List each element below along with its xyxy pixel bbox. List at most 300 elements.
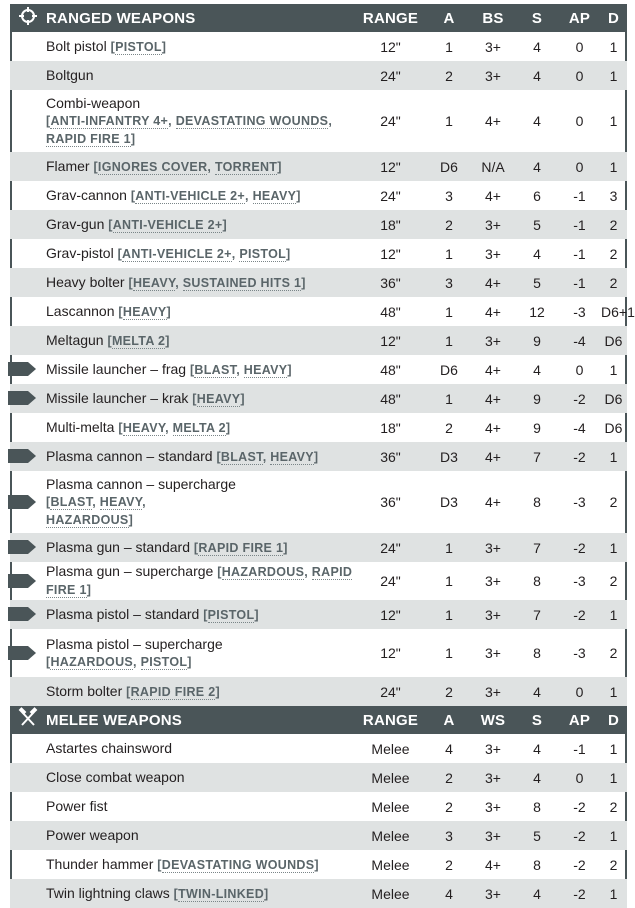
stat-s: 5 bbox=[515, 268, 559, 297]
weapon-name: Grav-pistol bbox=[46, 244, 114, 261]
weapon-name: Plasma pistol – standard bbox=[46, 605, 200, 622]
row-marker-cell bbox=[10, 533, 46, 562]
stat-ap: 0 bbox=[559, 677, 600, 706]
keyword[interactable]: HEAVY bbox=[132, 275, 176, 290]
stat-a: 3 bbox=[445, 187, 453, 204]
stat-s: 7 bbox=[515, 533, 559, 562]
stat-range: 36" bbox=[380, 494, 401, 510]
row-marker-cell bbox=[10, 629, 46, 677]
stat-a: 2 bbox=[427, 61, 471, 90]
stat-s: 8 bbox=[533, 645, 541, 661]
weapon-name-cell bbox=[46, 442, 354, 471]
weapon-row bbox=[10, 181, 627, 210]
row-marker-cell bbox=[10, 850, 46, 879]
keyword[interactable]: HEAVY bbox=[122, 420, 166, 435]
stat-a: 1 bbox=[427, 384, 471, 413]
keyword[interactable]: HEAVY bbox=[252, 188, 297, 203]
stat-s: 7 bbox=[515, 442, 559, 471]
stat-range: 48" bbox=[380, 361, 401, 378]
weapon-keywords: [HEAVY, MELTA 2] bbox=[118, 420, 231, 435]
stat-ap: -1 bbox=[573, 740, 586, 757]
arrow-marker-icon bbox=[8, 449, 36, 463]
weapon-name-cell bbox=[46, 821, 354, 850]
stat-range: 12" bbox=[354, 600, 427, 629]
stat-d: 1 bbox=[609, 361, 618, 378]
stat-skill: 3+ bbox=[485, 798, 501, 815]
ranged-column-header: RANGE bbox=[354, 4, 427, 32]
stat-s: 4 bbox=[533, 38, 541, 55]
stat-range: 36" bbox=[354, 268, 427, 297]
ranged-column-header: A bbox=[427, 4, 471, 32]
keyword[interactable]: RAPID FIRE 2 bbox=[130, 684, 216, 699]
keyword[interactable]: PISTOL bbox=[115, 39, 162, 54]
weapon-keywords: [ANTI-INFANTRY 4+, DEVASTATING WOUNDS, RAPID FIRE 1] bbox=[46, 113, 333, 146]
stat-skill: 3+ bbox=[471, 61, 515, 90]
keyword[interactable]: HEAVY bbox=[196, 391, 241, 406]
weapon-name-cell bbox=[46, 763, 354, 792]
stat-skill: 3+ bbox=[485, 38, 501, 55]
melee-header-icon-cell bbox=[10, 706, 46, 734]
stat-s: 6 bbox=[533, 187, 541, 204]
row-marker-cell bbox=[10, 61, 46, 90]
stat-range: 12" bbox=[380, 645, 401, 661]
melee-column-header: AP bbox=[559, 706, 600, 734]
weapon-keywords: [DEVASTATING WOUNDS] bbox=[157, 857, 319, 872]
ranged-column-header: BS bbox=[471, 4, 515, 32]
stat-s: 4 bbox=[515, 152, 559, 181]
stat-a: 1 bbox=[445, 645, 453, 661]
ranged-column-header: D bbox=[600, 4, 627, 32]
stat-d: 2 bbox=[600, 268, 627, 297]
weapon-name-cell bbox=[46, 413, 354, 442]
stat-ap: -3 bbox=[573, 645, 586, 661]
row-marker-cell bbox=[10, 90, 46, 152]
keyword[interactable]: ANTI-VEHICLE 2+ bbox=[122, 246, 232, 261]
keyword[interactable]: BLAST bbox=[220, 449, 263, 464]
stat-d: D6 bbox=[600, 326, 627, 355]
stat-skill: 4+ bbox=[485, 113, 501, 129]
stat-d: D6 bbox=[604, 419, 623, 436]
stat-a: 1 bbox=[445, 245, 453, 262]
stat-d: 2 bbox=[609, 245, 618, 262]
weapon-row bbox=[10, 355, 627, 384]
stat-d: 2 bbox=[609, 494, 618, 510]
weapon-row bbox=[10, 879, 627, 908]
row-marker-cell bbox=[10, 268, 46, 297]
weapon-row bbox=[10, 792, 627, 821]
stat-s: 4 bbox=[515, 763, 559, 792]
stat-a: D6 bbox=[440, 361, 458, 378]
weapon-name: Combi-weapon bbox=[46, 94, 141, 111]
weapon-keywords: [PISTOL] bbox=[203, 607, 259, 622]
weapon-name: Close combat weapon bbox=[46, 769, 185, 785]
stat-a: 2 bbox=[445, 856, 453, 873]
keyword[interactable]: ANTI-VEHICLE 2+ bbox=[112, 217, 223, 232]
stat-s: 5 bbox=[515, 821, 559, 850]
stat-ap: -2 bbox=[573, 798, 586, 815]
stat-a: 1 bbox=[427, 326, 471, 355]
weapon-name-cell bbox=[46, 533, 354, 562]
stat-skill: 3+ bbox=[485, 740, 501, 757]
stat-range: 18" bbox=[354, 210, 427, 239]
weapon-row bbox=[10, 210, 627, 239]
stat-a: 2 bbox=[427, 210, 471, 239]
stat-d: 1 bbox=[600, 442, 627, 471]
weapon-name: Grav-gun bbox=[46, 215, 105, 232]
keyword[interactable]: MELTA 2 bbox=[172, 420, 226, 435]
stat-skill: 4+ bbox=[485, 494, 501, 510]
stat-skill: 3+ bbox=[471, 763, 515, 792]
keyword[interactable]: HEAVY bbox=[270, 449, 314, 464]
weapon-keywords: [HEAVY] bbox=[192, 391, 245, 406]
weapons-table bbox=[10, 4, 635, 908]
keyword[interactable]: HEAVY bbox=[99, 494, 143, 509]
stat-s: 8 bbox=[533, 798, 541, 815]
weapon-name-cell bbox=[46, 355, 354, 384]
ranged-section-title: RANGED WEAPONS bbox=[46, 4, 354, 32]
crosshair-icon bbox=[18, 6, 38, 26]
row-marker-cell bbox=[10, 763, 46, 792]
stat-a: 1 bbox=[427, 533, 471, 562]
weapon-name-cell bbox=[46, 734, 354, 763]
stat-s: 9 bbox=[515, 384, 559, 413]
stat-skill: 3+ bbox=[471, 326, 515, 355]
weapon-name-cell bbox=[46, 562, 354, 600]
weapon-name-cell bbox=[46, 152, 354, 181]
stat-ap: -1 bbox=[559, 268, 600, 297]
weapon-name-cell bbox=[46, 384, 354, 413]
keyword[interactable]: RAPID FIRE 1 bbox=[198, 540, 284, 555]
weapon-keywords: [HAZARDOUS, RAPID FIRE 1] bbox=[46, 565, 353, 597]
arrow-marker-icon bbox=[8, 607, 36, 621]
weapon-row bbox=[10, 413, 627, 442]
weapon-name-cell bbox=[46, 61, 354, 90]
keyword[interactable]: PISTOL bbox=[207, 607, 255, 622]
weapon-keywords: [ANTI-VEHICLE 2+, PISTOL] bbox=[117, 246, 291, 261]
stat-ap: -1 bbox=[573, 245, 586, 262]
row-marker-cell bbox=[10, 677, 46, 706]
ranged-header-icon-cell bbox=[10, 4, 46, 32]
stat-skill: N/A bbox=[471, 152, 515, 181]
row-marker-cell bbox=[10, 413, 46, 442]
melee-header-row bbox=[10, 706, 627, 734]
melee-column-header: RANGE bbox=[354, 706, 427, 734]
row-marker-cell bbox=[10, 239, 46, 268]
weapon-name: Plasma cannon – standard bbox=[46, 447, 213, 464]
weapon-row bbox=[10, 471, 627, 533]
keyword[interactable]: HEAVY bbox=[243, 362, 288, 377]
weapon-name: Plasma cannon – supercharge bbox=[46, 475, 236, 492]
arrow-marker-icon bbox=[8, 362, 36, 376]
weapon-name: Boltgun bbox=[46, 67, 94, 83]
stat-d: 1 bbox=[600, 152, 627, 181]
weapon-keywords: [MELTA 2] bbox=[107, 333, 170, 348]
stat-s: 7 bbox=[515, 600, 559, 629]
stat-d: D6+1 bbox=[601, 303, 635, 320]
keyword[interactable]: RAPID FIRE 1 bbox=[46, 131, 131, 146]
keyword[interactable]: IGNORES COVER bbox=[97, 159, 208, 174]
stat-s: 4 bbox=[515, 879, 559, 908]
stat-a: 3 bbox=[427, 821, 471, 850]
stat-ap: -2 bbox=[559, 533, 600, 562]
weapon-keywords: [ANTI-VEHICLE 2+, HEAVY] bbox=[130, 188, 301, 203]
stat-a: 1 bbox=[445, 38, 453, 55]
stat-skill: 3+ bbox=[471, 533, 515, 562]
stat-a: 2 bbox=[427, 763, 471, 792]
weapon-name-cell bbox=[46, 239, 354, 268]
stat-skill: 4+ bbox=[485, 187, 501, 204]
weapon-name: Twin lightning claws bbox=[46, 884, 170, 901]
weapon-keywords: [HEAVY] bbox=[118, 304, 171, 319]
stat-a: 1 bbox=[445, 573, 453, 589]
weapon-row bbox=[10, 629, 627, 677]
weapon-name-cell bbox=[46, 629, 354, 677]
weapon-name-cell bbox=[46, 879, 354, 908]
weapon-name-cell bbox=[46, 210, 354, 239]
stat-range: 24" bbox=[354, 677, 427, 706]
stat-skill: 3+ bbox=[471, 600, 515, 629]
row-marker-cell bbox=[10, 821, 46, 850]
row-marker-cell bbox=[10, 442, 46, 471]
weapon-name-cell bbox=[46, 326, 354, 355]
weapon-name: Lascannon bbox=[46, 302, 115, 319]
weapons-table-body bbox=[10, 4, 635, 908]
stat-ap: -3 bbox=[573, 303, 586, 320]
weapon-row bbox=[10, 821, 627, 850]
stat-skill: 3+ bbox=[471, 821, 515, 850]
stat-range: Melee bbox=[371, 740, 410, 757]
weapon-row bbox=[10, 533, 627, 562]
weapon-name-cell bbox=[46, 677, 354, 706]
melee-column-header: S bbox=[515, 706, 559, 734]
weapon-keywords: [RAPID FIRE 1] bbox=[193, 540, 288, 555]
arrow-marker-icon bbox=[8, 391, 36, 405]
melee-column-header: WS bbox=[471, 706, 515, 734]
weapon-name: Plasma gun – supercharge bbox=[46, 563, 214, 579]
stat-a: 1 bbox=[445, 113, 453, 129]
stat-range: 36" bbox=[354, 442, 427, 471]
row-marker-cell bbox=[10, 879, 46, 908]
stat-range: 24" bbox=[354, 533, 427, 562]
stat-a: 4 bbox=[445, 740, 453, 757]
stat-range: 24" bbox=[380, 187, 401, 204]
stat-s: 4 bbox=[515, 61, 559, 90]
stat-s: 5 bbox=[515, 210, 559, 239]
weapon-name-cell bbox=[46, 268, 354, 297]
weapon-name-cell bbox=[46, 181, 354, 210]
row-marker-cell bbox=[10, 355, 46, 384]
row-marker-cell bbox=[10, 326, 46, 355]
stat-d: 2 bbox=[609, 798, 618, 815]
stat-d: 1 bbox=[600, 533, 627, 562]
stat-s: 9 bbox=[515, 326, 559, 355]
arrow-marker-icon bbox=[8, 574, 36, 588]
weapon-keywords: [HAZARDOUS, PISTOL] bbox=[46, 654, 192, 669]
weapon-name: Thunder hammer bbox=[46, 855, 154, 872]
stat-ap: 0 bbox=[559, 61, 600, 90]
keyword[interactable]: HAZARDOUS bbox=[221, 565, 305, 579]
stat-d: 1 bbox=[609, 113, 618, 129]
arrow-marker-icon bbox=[8, 646, 36, 660]
weapon-name: Plasma gun – standard bbox=[46, 538, 190, 555]
row-marker-cell bbox=[10, 734, 46, 763]
melee-column-header: D bbox=[600, 706, 627, 734]
keyword[interactable]: HEAVY bbox=[122, 304, 167, 319]
stat-a: 2 bbox=[427, 677, 471, 706]
stat-a: 2 bbox=[445, 798, 453, 815]
stat-range: 24" bbox=[380, 573, 401, 589]
weapon-keywords: [HEAVY, SUSTAINED HITS 1] bbox=[128, 275, 306, 290]
stat-range: 12" bbox=[380, 38, 401, 55]
weapon-name-cell bbox=[46, 297, 354, 326]
stat-s: 4 bbox=[533, 113, 541, 129]
row-marker-cell bbox=[10, 471, 46, 533]
keyword[interactable]: DEVASTATING WOUNDS bbox=[175, 113, 329, 128]
stat-a: 2 bbox=[445, 419, 453, 436]
row-marker-cell bbox=[10, 600, 46, 629]
weapon-row bbox=[10, 268, 627, 297]
stat-range: Melee bbox=[371, 856, 410, 873]
stat-s: 9 bbox=[533, 419, 541, 436]
stat-a: 1 bbox=[445, 303, 453, 320]
stat-d: 1 bbox=[600, 763, 627, 792]
stat-s: 4 bbox=[533, 245, 541, 262]
stat-range: Melee bbox=[354, 821, 427, 850]
weapon-name: Storm bolter bbox=[46, 682, 123, 699]
weapon-name: Grav-cannon bbox=[46, 186, 127, 203]
weapon-keywords: [TWIN-LINKED] bbox=[173, 886, 269, 901]
row-marker-cell bbox=[10, 152, 46, 181]
stat-range: 12" bbox=[380, 245, 401, 262]
keyword[interactable]: PISTOL bbox=[140, 654, 188, 669]
weapon-name: Flamer bbox=[46, 157, 90, 174]
weapon-name: Meltagun bbox=[46, 331, 104, 348]
stat-range: Melee bbox=[354, 879, 427, 908]
arrow-marker-icon bbox=[8, 540, 36, 554]
weapon-row bbox=[10, 297, 627, 326]
weapon-name: Heavy bolter bbox=[46, 273, 125, 290]
stat-ap: -1 bbox=[559, 210, 600, 239]
stat-ap: -3 bbox=[573, 494, 586, 510]
stat-skill: 3+ bbox=[471, 210, 515, 239]
stat-a: 1 bbox=[427, 600, 471, 629]
row-marker-cell bbox=[10, 210, 46, 239]
keyword[interactable]: TORRENT bbox=[214, 159, 278, 174]
keyword[interactable]: RAPID FIRE 1 bbox=[46, 565, 353, 597]
stat-ap: -2 bbox=[573, 856, 586, 873]
weapon-row bbox=[10, 384, 627, 413]
stat-range: 48" bbox=[380, 303, 401, 320]
weapon-row bbox=[10, 61, 627, 90]
stat-ap: -2 bbox=[559, 879, 600, 908]
stat-ap: -4 bbox=[573, 419, 586, 436]
stat-ap: -1 bbox=[573, 187, 586, 204]
keyword[interactable]: BLAST bbox=[50, 494, 93, 509]
stat-d: 1 bbox=[609, 38, 618, 55]
stat-skill: 3+ bbox=[485, 645, 501, 661]
keyword[interactable]: ANTI-INFANTRY 4+ bbox=[50, 113, 169, 128]
stat-skill: 4+ bbox=[485, 361, 501, 378]
stat-s: 8 bbox=[533, 573, 541, 589]
stat-d: D6 bbox=[600, 384, 627, 413]
weapon-keywords: [IGNORES COVER, TORRENT] bbox=[93, 159, 282, 174]
stat-range: 12" bbox=[354, 326, 427, 355]
stat-skill: 3+ bbox=[485, 245, 501, 262]
stat-ap: -4 bbox=[559, 326, 600, 355]
stat-range: Melee bbox=[354, 763, 427, 792]
stat-d: 1 bbox=[600, 61, 627, 90]
weapon-row bbox=[10, 763, 627, 792]
weapon-name: Missile launcher – frag bbox=[46, 360, 187, 377]
stat-skill: 3+ bbox=[471, 677, 515, 706]
stat-range: Melee bbox=[371, 798, 410, 815]
keyword[interactable]: DEVASTATING WOUNDS bbox=[161, 857, 315, 872]
stat-a: 4 bbox=[427, 879, 471, 908]
weapon-name-cell bbox=[46, 600, 354, 629]
stat-skill: 4+ bbox=[485, 856, 501, 873]
stat-ap: 0 bbox=[575, 113, 584, 129]
weapon-row bbox=[10, 442, 627, 471]
weapon-name: Power weapon bbox=[46, 827, 139, 843]
stat-ap: 0 bbox=[575, 38, 584, 55]
melee-column-header: A bbox=[427, 706, 471, 734]
weapon-keywords: [BLAST, HEAVY, HAZARDOUS] bbox=[46, 494, 146, 527]
weapon-keywords: [RAPID FIRE 2] bbox=[126, 684, 220, 699]
keyword[interactable]: SUSTAINED HITS 1 bbox=[182, 275, 302, 290]
keyword[interactable]: ANTI-VEHICLE 2+ bbox=[135, 188, 246, 203]
stat-d: 3 bbox=[609, 187, 618, 204]
row-marker-cell bbox=[10, 562, 46, 600]
weapon-row bbox=[10, 600, 627, 629]
weapon-name: Bolt pistol bbox=[46, 37, 107, 54]
stat-ap: 0 bbox=[559, 763, 600, 792]
stat-range: 12" bbox=[354, 152, 427, 181]
stat-d: 1 bbox=[600, 677, 627, 706]
stat-skill: 3+ bbox=[471, 879, 515, 908]
keyword[interactable]: TWIN-LINKED bbox=[178, 886, 265, 901]
stat-d: 1 bbox=[600, 879, 627, 908]
weapon-name-cell bbox=[46, 850, 354, 879]
stat-d: 2 bbox=[609, 856, 618, 873]
stat-d: 2 bbox=[609, 645, 618, 661]
stat-s: 4 bbox=[533, 361, 541, 378]
stat-ap: -2 bbox=[559, 600, 600, 629]
stat-ap: -2 bbox=[559, 384, 600, 413]
weapon-name: Power fist bbox=[46, 798, 108, 814]
stat-ap: -2 bbox=[559, 442, 600, 471]
keyword[interactable]: MELTA 2 bbox=[111, 333, 166, 348]
weapon-keywords: [PISTOL] bbox=[110, 39, 167, 54]
stat-s: 8 bbox=[533, 856, 541, 873]
weapon-name: Astartes chainsword bbox=[46, 740, 173, 756]
keyword[interactable]: HAZARDOUS bbox=[46, 512, 129, 527]
weapon-row bbox=[10, 152, 627, 181]
stat-skill: 4+ bbox=[471, 384, 515, 413]
keyword[interactable]: BLAST bbox=[194, 362, 237, 377]
keyword[interactable]: HAZARDOUS bbox=[50, 654, 134, 669]
keyword[interactable]: PISTOL bbox=[239, 246, 287, 261]
ranged-column-header: AP bbox=[559, 4, 600, 32]
ranged-header-row bbox=[10, 4, 627, 32]
weapon-row bbox=[10, 90, 627, 152]
stat-ap: 0 bbox=[559, 152, 600, 181]
stat-skill: 4+ bbox=[485, 303, 501, 320]
stat-ap: 0 bbox=[575, 361, 584, 378]
weapon-name-cell bbox=[46, 471, 354, 533]
stat-skill: 4+ bbox=[485, 419, 501, 436]
stat-s: 4 bbox=[515, 677, 559, 706]
weapon-keywords: [BLAST, HEAVY] bbox=[216, 449, 319, 464]
